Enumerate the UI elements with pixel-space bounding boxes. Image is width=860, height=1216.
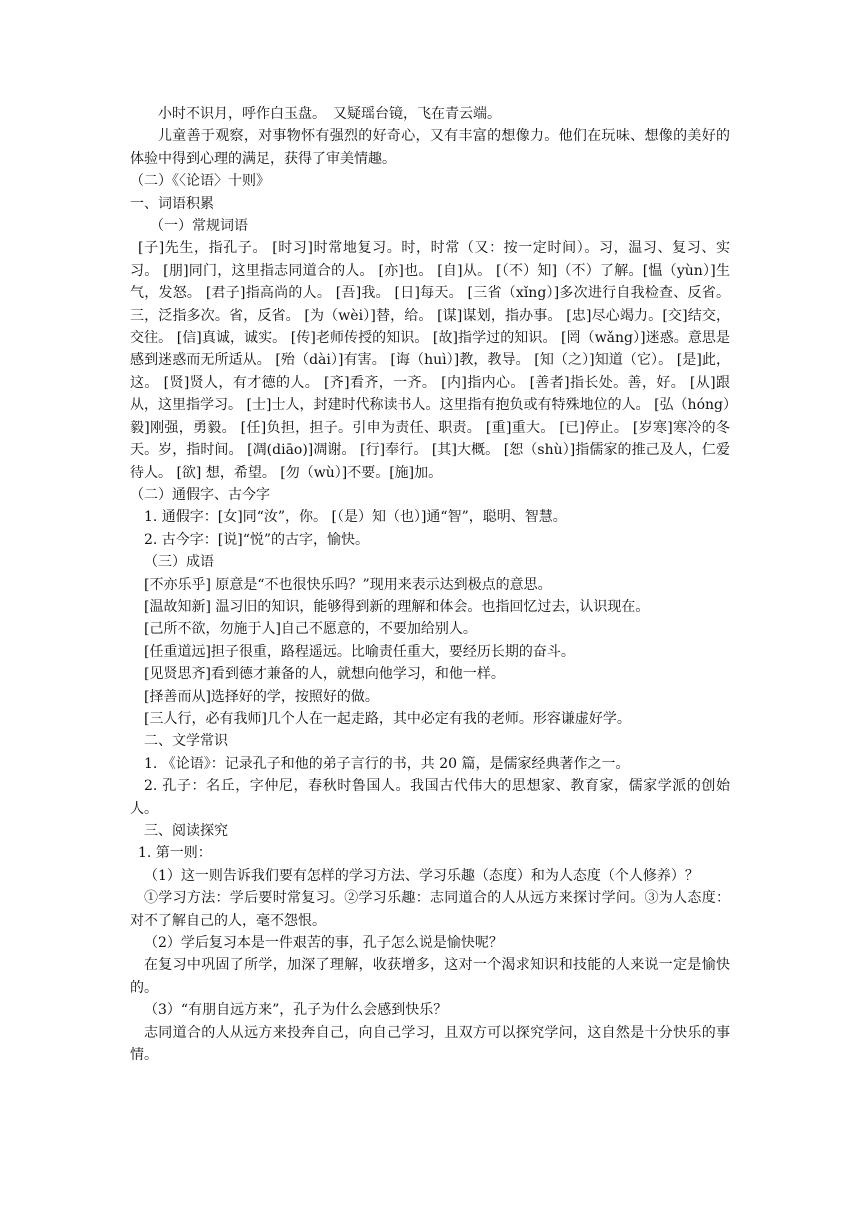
- poem-line: 小时不识月，呼作白玉盘。 又疑瑶台镜，飞在青云端。: [158, 106, 501, 122]
- paragraph-children-observation: 儿童善于观察，对事物怀有强烈的好奇心，又有丰富的想像力。他们在玩味、想像的美好的体验中得到心理的满足，获得了审美情趣。: [130, 128, 730, 167]
- subheading-idioms: （三）成语: [144, 554, 214, 571]
- subheading-tongjia: （二）通假字、古今字: [130, 486, 270, 503]
- section-heading-lunyu: （二）《〈论语〉十则》: [130, 173, 270, 190]
- idiom-item: [三人行，必有我师]几个人在一起走路，其中必定有我的老师。形容谦虚好学。: [144, 710, 631, 727]
- answer-2: 在复习中巩固了所学，加深了理解，收获增多，这对一个渴求知识和技能的人来说一定是愉快的。: [130, 957, 730, 996]
- idiom-item: [温故知新] 温习旧的知识，能够得到新的理解和体会。也指回忆过去，认识现在。: [144, 598, 650, 615]
- item-first-rule: 1. 第一则：: [138, 845, 212, 862]
- paragraph-word-glossary: [子]先生，指孔子。 [时习]时常地复习。时，时常（又：按一定时间）。习，温习、复习、实习。 [朋]同门，这里指志同道合的人。 [亦]也。 [自]从。 [（不）知]（不）了解。[愠（yùn）]生气，发怒。 [君子]指高尚的人。 [吾]我。 [日]每天。 [三省（xǐng）]多次进行自我检查、反省。三，泛指多次。省，反省。 [为（wèi）]替，给。 [谋]谋划，指办事。 [忠]尽心竭力。[交]结交，交往。 [信]真诚，诚实。 [传]老师传授的知识。 [故]指学过的知识。 [罔（wǎng）]迷惑。意思是感到迷惑而无所适从。 [殆（dài）]有害。 [诲（huì）]教，教导。 [知（之）]知道（它）。 [是]此，这。 [贤]贤人，有才德的人。 [齐]看齐，一齐。 [内]指内心。 [善者]指长处。善，好。 [从]跟从，这里指学习。 [士]士人，封建时代称读书人。这里指有抱负或有特殊地位的人。 [弘（hóng）毅]刚强，勇毅。 [任]负担，担子。引申为责任、职责。 [重]重大。 [已]停止。 [岁寒]寒冷的冬天。岁，指时间。 [凋(diāo)]凋谢。 [行]奉行。 [其]大概。 [恕（shù）]指儒家的推己及人，仁爱待人。 [欲] 想，希望。 [勿（wù）]不要。[施]加。: [130, 240, 730, 481]
- question-1: （1）这一则告诉我们要有怎样的学习方法、学习乐趣（态度）和为人态度（个人修养）？: [144, 867, 699, 884]
- idiom-item: [见贤思齐]看到德才兼备的人，就想向他学习，和他一样。: [144, 666, 505, 683]
- idiom-item: [择善而从]选择好的学，按照好的做。: [144, 688, 379, 705]
- subheading-common-words: （一）常规词语: [150, 218, 248, 235]
- item-gujin: 2. 古今字：[说]“悦”的古字，愉快。: [144, 531, 370, 548]
- item-lunyu-book: 1. 《论语》：记录孔子和他的弟子言行的书，共 20 篇，是儒家经典著作之一。: [144, 755, 630, 772]
- item-confucius: 2. 孔子：名丘，字仲尼，春秋时鲁国人。我国古代伟大的思想家、教育家，儒家学派的创始人。: [130, 778, 730, 817]
- idiom-item: [己所不欲，勿施于人]自己不愿意的，不要加给别人。: [144, 621, 477, 638]
- answer-3: 志同道合的人从远方来投奔自己，向自己学习，且双方可以探究学问，这自然是十分快乐的事情。: [130, 1024, 730, 1064]
- idiom-item: [不亦乐乎] 原意是“不也很快乐吗？”现用来表示达到极点的意思。: [144, 576, 552, 593]
- question-3: （3）“有朋自远方来”，孔子为什么会感到快乐？: [144, 1002, 448, 1019]
- heading-literature: 二、文学常识: [144, 733, 228, 750]
- heading-vocabulary: 一、词语积累: [130, 195, 214, 212]
- document-page: [130, 103, 730, 1066]
- question-2: （2）学后复习本是一件艰苦的事，孔子怎么说是愉快呢？: [144, 935, 503, 952]
- answer-1: ①学习方法：学后要时常复习。②学习乐趣：志同道合的人从远方来探讨学问。③为人态度：对不了解自己的人，毫不怨恨。: [130, 890, 730, 929]
- heading-reading: 三、阅读探究: [144, 823, 228, 839]
- item-tongjia: 1. 通假字：[女]同“汝”，你。 [（是）知（也）]通“智”，聪明、智慧。: [144, 509, 567, 526]
- idiom-item: [任重道远]担子很重，路程遥远。比喻责任重大，要经历长期的奋斗。: [144, 643, 575, 660]
